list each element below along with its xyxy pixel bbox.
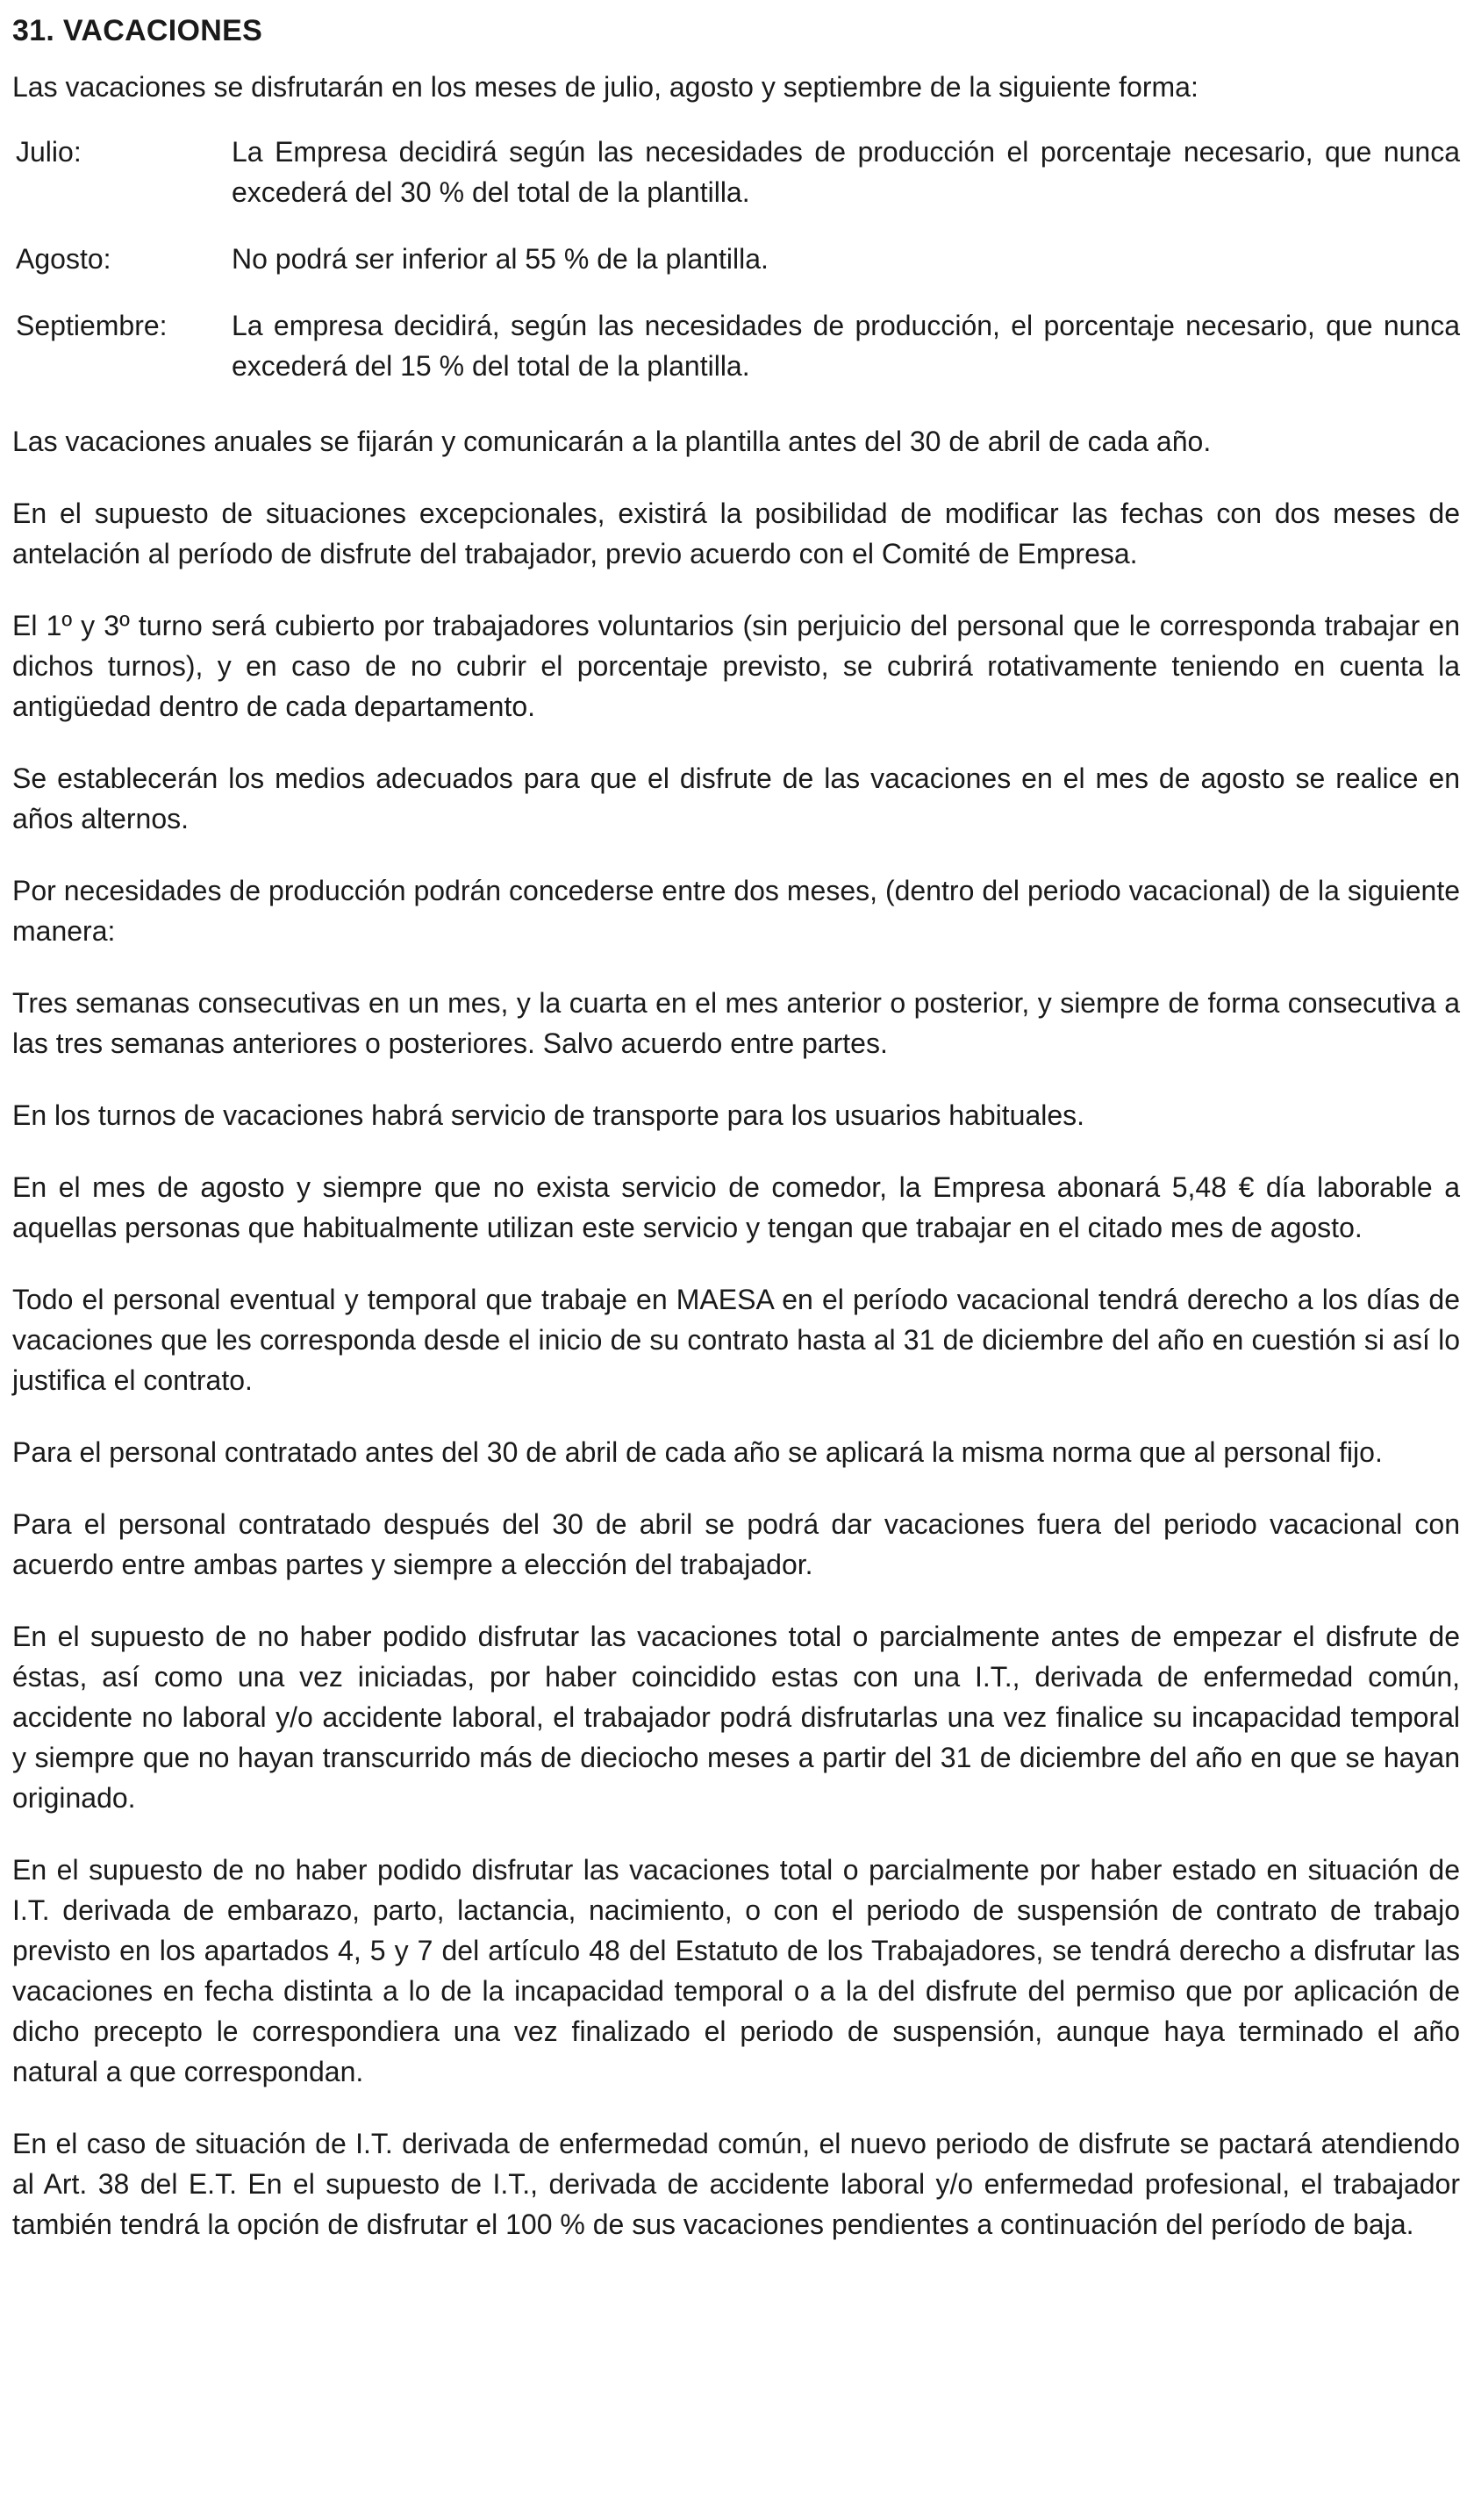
month-row-septiembre [12, 305, 1460, 386]
month-description: La Empresa decidirá según las necesidades de producción el porcentaje necesario, que nunca excederá del 30 % del total de la plantilla. [232, 136, 1460, 208]
paragraph: En el supuesto de no haber podido disfrutar las vacaciones total o parcialmente antes de empezar el disfrute de éstas, así como una vez iniciadas, por haber coincidido estas con una I.T., derivada de enfermedad común, accidente no laboral y/o accidente laboral, el trabajador podrá disfrutarlas una vez finalice su incapacidad temporal y siempre que no hayan transcurrido más de dieciocho meses a partir del 31 de diciembre del año en que se hayan originado. [12, 1621, 1460, 1814]
month-row-agosto [12, 239, 1460, 279]
paragraph: En el supuesto de no haber podido disfrutar las vacaciones total o parcialmente por haber estado en situación de I.T. derivada de embarazo, parto, lactancia, nacimiento, o con el periodo de suspensión de contrato de trabajo previsto en los apartados 4, 5 y 7 del artículo 48 del Estatuto de los Trabajadores, se tendrá derecho a disfrutar las vacaciones en fecha distinta a lo de la incapacidad temporal o a la del disfrute del permiso que por aplicación de dicho precepto le correspondiera una vez finalizado el periodo de suspensión, aunque haya terminado el año natural a que correspondan. [12, 1854, 1460, 2087]
month-label: Agosto: [16, 243, 111, 275]
paragraph: Tres semanas consecutivas en un mes, y la cuarta en el mes anterior o posterior, y siempre de forma consecutiva a las tres semanas anteriores o posteriores. Salvo acuerdo entre partes. [12, 987, 1460, 1059]
month-label: Julio: [16, 136, 82, 168]
intro-paragraph: Las vacaciones se disfrutarán en los meses de julio, agosto y septiembre de la siguiente forma: [12, 71, 1199, 103]
paragraph: Para el personal contratado después del 30 de abril se podrá dar vacaciones fuera del periodo vacacional con acuerdo entre ambas partes y siempre a elección del trabajador. [12, 1508, 1460, 1580]
document-page [12, 11, 1460, 2276]
month-list [12, 132, 1460, 386]
month-label: Septiembre: [16, 310, 168, 341]
paragraph: En el supuesto de situaciones excepcionales, existirá la posibilidad de modificar las fechas con dos meses de antelación al período de disfrute del trabajador, previo acuerdo con el Comité de Empresa. [12, 498, 1460, 569]
month-row-julio [12, 132, 1460, 212]
paragraph: El 1º y 3º turno será cubierto por trabajadores voluntarios (sin perjuicio del personal que le corresponda trabajar en dichos turnos), y en caso de no cubrir el porcentaje previsto, se cubrirá rotativamente teniendo en cuenta la antigüedad dentro de cada departamento. [12, 610, 1460, 722]
paragraph: Todo el personal eventual y temporal que trabaje en MAESA en el período vacacional tendrá derecho a los días de vacaciones que les corresponda desde el inicio de su contrato hasta al 31 de diciembre del año en cuestión si así lo justifica el contrato. [12, 1284, 1460, 1396]
paragraph: Para el personal contratado antes del 30 de abril de cada año se aplicará la misma norma que al personal fijo. [12, 1436, 1383, 1468]
month-description: No podrá ser inferior al 55 % de la plantilla. [232, 243, 769, 275]
paragraph: En el mes de agosto y siempre que no exista servicio de comedor, la Empresa abonará 5,48 € día laborable a aquellas personas que habitualmente utilizan este servicio y tengan que trabajar en el citado mes de agosto. [12, 1171, 1460, 1243]
paragraph: En el caso de situación de I.T. derivada de enfermedad común, el nuevo periodo de disfrute se pactará atendiendo al Art. 38 del E.T. En el supuesto de I.T., derivada de accidente laboral y/o enfermedad profesional, el trabajador también tendrá la opción de disfrutar el 100 % de sus vacaciones pendientes a continuación del período de baja. [12, 2128, 1460, 2240]
section-heading: 31. VACACIONES [12, 14, 263, 47]
paragraph: En los turnos de vacaciones habrá servicio de transporte para los usuarios habituales. [12, 1099, 1085, 1131]
paragraph: Por necesidades de producción podrán concederse entre dos meses, (dentro del periodo vacacional) de la siguiente manera: [12, 875, 1460, 947]
paragraph: Las vacaciones anuales se fijarán y comunicarán a la plantilla antes del 30 de abril de cada año. [12, 426, 1212, 457]
paragraph: Se establecerán los medios adecuados para que el disfrute de las vacaciones en el mes de agosto se realice en años alternos. [12, 762, 1460, 834]
month-description: La empresa decidirá, según las necesidades de producción, el porcentaje necesario, que nunca excederá del 15 % del total de la plantilla. [232, 310, 1460, 382]
